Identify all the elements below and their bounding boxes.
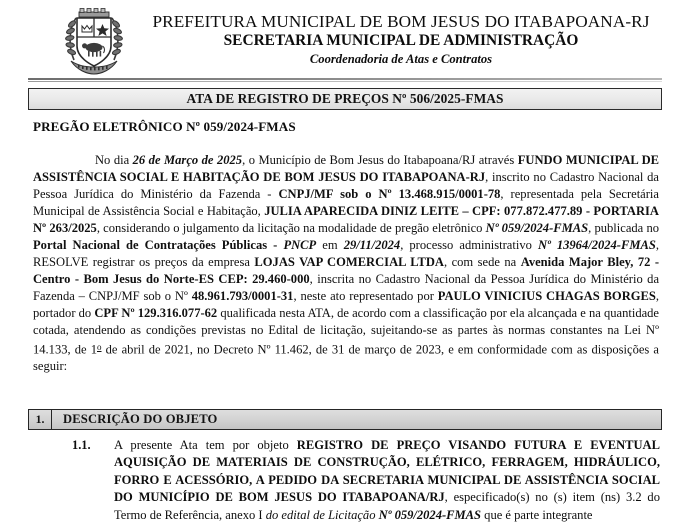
preamble-cpf-representante: CPF Nº 129.316.077-62 <box>94 306 218 320</box>
org-name-line1: PREFEITURA MUNICIPAL DE BOM JESUS DO ITABAPOANA-RJ <box>152 12 650 31</box>
crown-shape <box>79 9 109 18</box>
preamble-t9: , RESOLVE registrar os preços da empresa <box>33 238 659 269</box>
preamble-secretaria-nome: JULIA APARECIDA DINIZ LEITE – CPF: 077.872.477.89 - PORTARIA Nº 263/2025 <box>33 204 659 235</box>
pregao-line: PREGÃO ELETRÔNICO Nº 059/2024-FMAS <box>33 119 296 134</box>
crest-container <box>58 6 130 76</box>
clause-objeto: REGISTRO DE PREÇO VISANDO FUTURA E EVENTUAL AQUISIÇÃO DE MATERIAIS DE CONSTRUÇÃO, ELÉTRICO, FERRAGEM, HIDRÁULICO, FORRO E ACESSÓRIO, A PEDIDO DA SECRETARIA MUNICIPAL DE ASSISTÊNCIA SOCIAL DO MUNICÍPIO DE BOM JESUS DO ITABAPOANA/RJ <box>114 438 660 505</box>
preamble-t12: , neste ato representado por <box>293 289 438 303</box>
clause-body <box>114 437 660 524</box>
document-header <box>0 0 690 74</box>
preamble-pncp: PNCP <box>283 238 317 252</box>
preamble-cnpj-empresa: 48.961.793/0001-31 <box>191 289 294 303</box>
preamble-ordinal: o <box>97 342 102 352</box>
preamble-t15: de abril de 2021, no Decreto Nº 11.462, de 31 de março de 2023, e em conformidade com as disposições a seguir: <box>33 342 660 374</box>
org-name-line2: SECRETARIA MUNICIPAL DE ADMINISTRAÇÃO <box>223 32 579 50</box>
preamble-t4: , representada pela Secretária Municipal de Assistência Social e Habitação, <box>33 187 659 218</box>
ata-title-text: ATA DE REGISTRO DE PREÇOS Nº 506/2025-FMAS <box>186 91 504 106</box>
section-number: 1. <box>29 410 52 429</box>
preamble-representante: PAULO VINICIUS CHAGAS BORGES <box>437 289 656 303</box>
clause-number: 1.1. <box>72 438 91 452</box>
clause-edital-italic: do edital de Licitação <box>265 507 379 522</box>
clause-t2: , especificado(s) no (s) item (ns) 3.2 do Termo de Referência, anexo I <box>114 490 660 522</box>
preamble-t14: qualificada nesta ATA, de acordo com a classificação por ela alcançada e na quantidade cotada, atendendo as condições previstas no Edital de licitação, sujeitando-se as partes às normas constantes na Lei Nº 14.133, de 1 <box>33 306 660 357</box>
preamble-t2: , o Município de Bom Jesus do Itabapoana/RJ através <box>242 153 518 167</box>
header-divider <box>28 78 662 84</box>
preamble-processo: Nº 13964/2024-FMAS <box>537 238 656 252</box>
preamble-t3: , inscrito no Cadastro Nacional da Pessoa Jurídica do Ministério da Fazenda - <box>33 170 659 201</box>
preamble-endereco: Avenida Major Bley, 72 - Centro - Bom Jesus do Norte-ES CEP: 29.460-000 <box>33 255 660 286</box>
preamble-pncp-data: 29/11/2024 <box>343 238 401 252</box>
org-name-line3: Coordenadoria de Atas e Contratos <box>309 52 493 67</box>
preamble-t13: , portador do <box>33 289 659 320</box>
preamble-pregao-ref: Nº 059/2024-FMAS <box>485 221 589 235</box>
preamble-t8: , processo administrativo <box>400 238 538 252</box>
preamble-t10: , com sede na <box>443 255 521 269</box>
preamble-fundo: FUNDO MUNICIPAL DE ASSISTÊNCIA SOCIAL E HABITAÇÃO DE BOM JESUS DO ITABAPOANA-RJ <box>33 153 660 184</box>
preamble-paragraph <box>33 152 659 375</box>
preamble-t11: , inscrita no Cadastro Nacional da Pessoa Jurídica do Ministério da Fazenda – CNPJ/MF sob o Nº <box>33 272 660 303</box>
clause-edital-num: Nº 059/2024-FMAS <box>378 507 482 522</box>
clause-t3: que é parte integrante <box>481 507 593 522</box>
preamble-empresa: LOJAS VAP COMERCIAL LTDA <box>254 255 444 269</box>
ata-title-bar <box>28 88 662 110</box>
preamble-date: 26 de Março de 2025 <box>132 153 243 167</box>
divider-thick-line <box>28 78 662 80</box>
preamble-cnpj: CNPJ/MF sob o Nº 13.468.915/0001-78 <box>278 187 501 201</box>
clause-1-1 <box>72 437 660 524</box>
section-title: DESCRIÇÃO DO OBJETO <box>63 412 218 426</box>
section-header-descricao-do-objeto <box>28 409 662 430</box>
preamble-t6: , publicada no <box>588 221 660 235</box>
divider-thin-line <box>28 81 662 82</box>
header-text-block <box>130 6 690 67</box>
clause-t1: A presente Ata tem por objeto <box>114 438 297 452</box>
preamble-t5: , considerando o julgamento da licitação na modalidade de pregão eletrônico <box>96 221 486 235</box>
preamble-t1: No dia <box>95 153 133 167</box>
preamble-block <box>33 152 659 375</box>
preamble-t7: em <box>316 238 344 252</box>
coat-of-arms-icon <box>63 6 125 76</box>
preamble-portal: Portal Nacional de Contratações Públicas - <box>33 238 284 252</box>
